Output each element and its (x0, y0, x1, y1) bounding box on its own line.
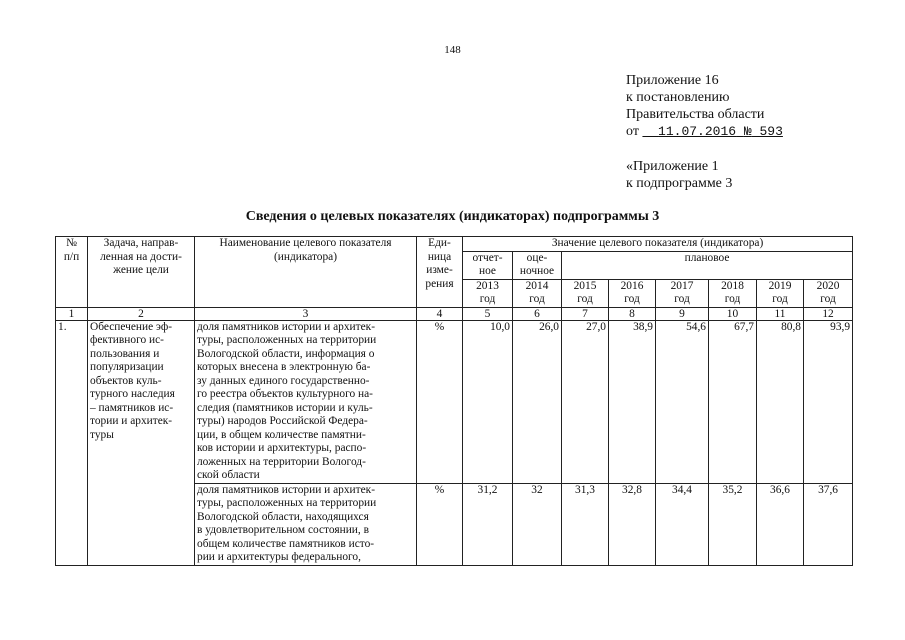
row-value: 32 (513, 483, 562, 565)
row-indicator: доля памятников истории и архитек- туры, расположенных на территории Вологодской области, находящихся в удовлетворительном состоянии, в общем количестве памятников исто- рии и архитектуры федерального, (195, 483, 417, 565)
header-task: Задача, направ- ленная на дости- жение цели (88, 237, 195, 308)
resolution-number: 593 (759, 124, 783, 139)
resolution-date: 11.07.2016 № 593 (658, 124, 783, 139)
row-value: 35,2 (709, 483, 757, 565)
column-number: 11 (757, 307, 804, 320)
column-number: 8 (609, 307, 656, 320)
column-number-row (56, 307, 853, 320)
row-unit: % (417, 320, 463, 483)
header-indicator-name: Наименование целевого показателя (индикатора) (195, 237, 417, 308)
header-year: 2017 год (656, 279, 709, 307)
document-title: Сведения о целевых показателях (индикаторах) подпрограммы 3 (245, 209, 660, 224)
row-value: 38,9 (609, 320, 656, 483)
column-number: 3 (195, 307, 417, 320)
row-task: Обеспечение эф- фективного ис- пользования и популяризации объектов куль- турного наследия – памятников ис- тории и архитек- туры (88, 320, 195, 565)
page-number: 148 (444, 44, 461, 56)
sub-appendix-block (626, 158, 732, 192)
header-year: 2014 год (513, 279, 562, 307)
column-number: 10 (709, 307, 757, 320)
row-value: 10,0 (463, 320, 513, 483)
row-value: 32,8 (609, 483, 656, 565)
indicators-table (55, 236, 853, 566)
header-planned: плановое (562, 251, 853, 279)
row-indicator: доля памятников истории и архитек- туры, расположенных на территории Вологодской области, информация о которых внесена в электронную ба- зу данных единого государственно- го реестра объектов культурного на- следия (памятников истории и куль- туры) народов Российской Федера- ции, в общем количестве памятни- ков истории и архитектуры, распо- ложенных на территории Вологод- ской области (195, 320, 417, 483)
header-value-group: Значение целевого показателя (индикатора) (463, 237, 853, 252)
column-number: 2 (88, 307, 195, 320)
appendix-line: к постановлению (626, 90, 730, 105)
header-estimated: оце- ночное (513, 251, 562, 279)
column-number: 12 (804, 307, 853, 320)
header-year: 2018 год (709, 279, 757, 307)
row-value: 31,2 (463, 483, 513, 565)
number-sign: № (743, 124, 752, 139)
header-year: 2016 год (609, 279, 656, 307)
column-number: 6 (513, 307, 562, 320)
header-reported: отчет- ное (463, 251, 513, 279)
row-value: 34,4 (656, 483, 709, 565)
header-unit: Еди- ница изме- рения (417, 237, 463, 308)
row-unit: % (417, 483, 463, 565)
sub-appendix-line: «Приложение 1 (626, 159, 719, 174)
row-value: 67,7 (709, 320, 757, 483)
header-year: 2020 год (804, 279, 853, 307)
row-num: 1. (56, 320, 88, 565)
sub-appendix-line: к подпрограмме 3 (626, 176, 733, 191)
header-year: 2015 год (562, 279, 609, 307)
appendix-block (626, 72, 783, 140)
header-year: 2019 год (757, 279, 804, 307)
column-number: 9 (656, 307, 709, 320)
header-row (56, 237, 853, 252)
appendix-date-line (626, 123, 783, 140)
column-number: 4 (417, 307, 463, 320)
appendix-line: Приложение 16 (626, 73, 719, 88)
row-value: 93,9 (804, 320, 853, 483)
column-number: 7 (562, 307, 609, 320)
row-value: 80,8 (757, 320, 804, 483)
appendix-line: Правительства области (626, 107, 765, 122)
column-number: 1 (56, 307, 88, 320)
header-num: № п/п (56, 237, 88, 308)
row-value: 54,6 (656, 320, 709, 483)
row-value: 37,6 (804, 483, 853, 565)
table-row (56, 320, 853, 483)
header-year: 2013 год (463, 279, 513, 307)
row-value: 27,0 (562, 320, 609, 483)
column-number: 5 (463, 307, 513, 320)
row-value: 31,3 (562, 483, 609, 565)
from-prefix: от (626, 124, 639, 139)
row-value: 26,0 (513, 320, 562, 483)
row-value: 36,6 (757, 483, 804, 565)
